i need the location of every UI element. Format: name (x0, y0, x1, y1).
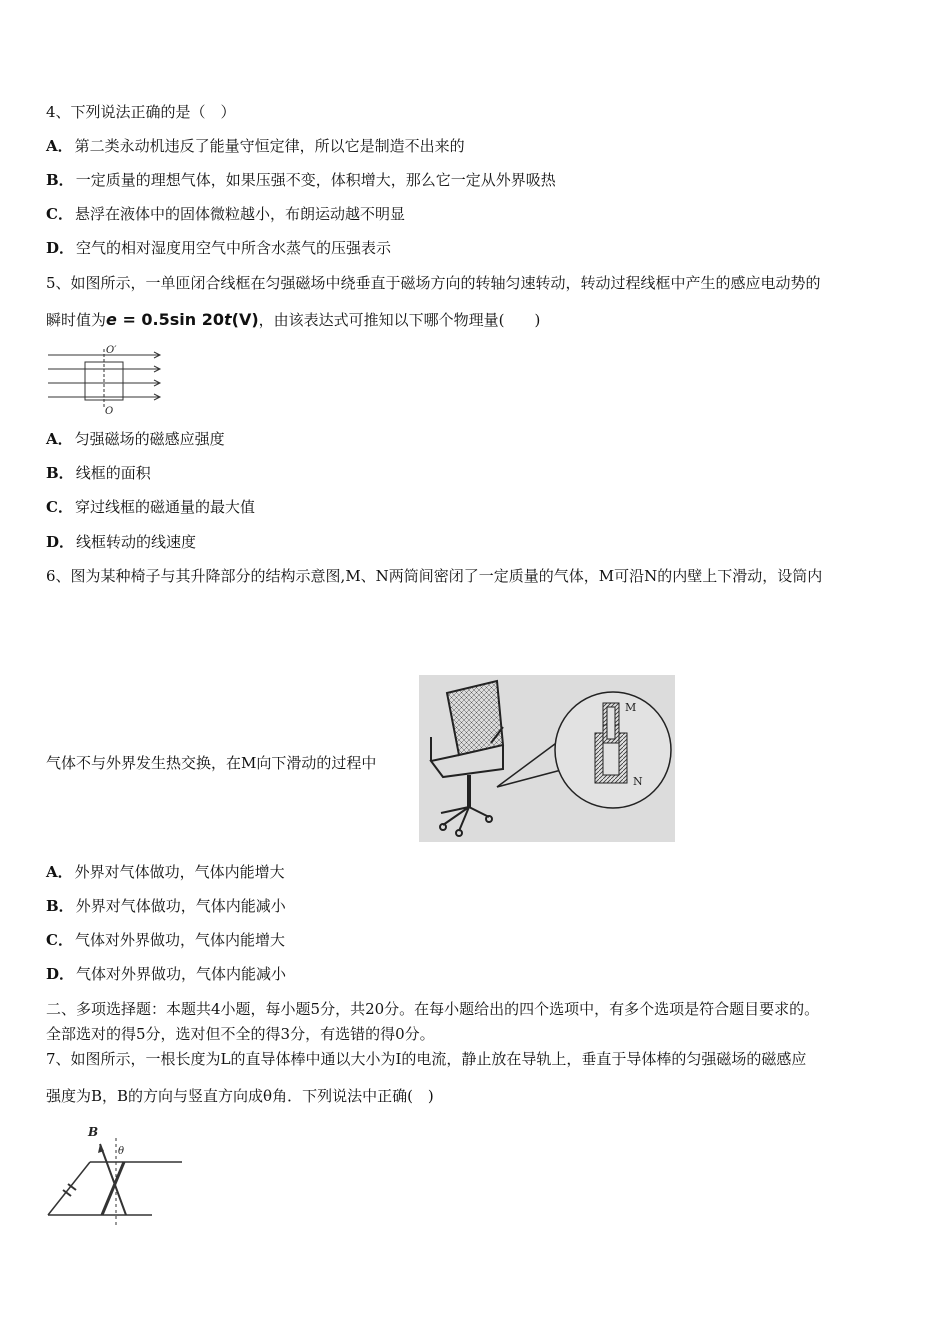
q6-option-b (46, 896, 286, 916)
rail-rod-figure (46, 1120, 186, 1232)
conductor-rod (102, 1162, 124, 1215)
q4-option-c (46, 204, 405, 224)
axis-label-bottom: O (105, 406, 114, 415)
q6-stem-line1: 6、图为某种椅子与其升降部分的结构示意图,M、N两筒间密闭了一定质量的气体，M可沿N的内壁上下滑动，设筒内 (46, 567, 823, 585)
q5-stem-pre: 瞬时值为 (46, 311, 107, 329)
section2-line1: 二、多项选择题：本题共4小题，每小题5分，共20分。在每小题给出的四个选项中，有多个选项是符合题目要求的。 (46, 1000, 820, 1018)
label-m: M (625, 701, 637, 714)
formula-e: e (106, 310, 117, 329)
option-text: 空气的相对湿度用空气中所含水蒸气的压强表示 (76, 239, 392, 257)
label-theta: θ (118, 1146, 125, 1157)
option-key: B． (46, 897, 74, 915)
formula-t: t (224, 310, 232, 329)
option-key: A． (46, 430, 73, 448)
coil-in-field-figure (46, 343, 164, 415)
option-text: 气体对外界做功，气体内能增大 (74, 931, 285, 949)
option-text: 第二类永动机违反了能量守恒定律，所以它是制造不出来的 (74, 137, 465, 155)
option-key: A． (46, 863, 73, 881)
option-key: A． (46, 137, 73, 155)
q7-stem-line2: 强度为B，B的方向与竖直方向成θ角．下列说法中正确( ) (46, 1087, 434, 1105)
chair-lift-figure (419, 675, 675, 842)
q5-stem-post: ，由该表达式可推知以下哪个物理量( ) (258, 311, 541, 329)
formula-unit: (V) (231, 310, 259, 329)
option-key: C． (46, 498, 73, 516)
q4-stem: 4、下列说法正确的是（ ） (46, 103, 236, 121)
option-key: D． (46, 965, 75, 983)
emf-formula (106, 310, 259, 329)
label-b: B (88, 1125, 99, 1139)
q6-stem-line2: 气体不与外界发生热交换，在M向下滑动的过程中 (46, 754, 377, 772)
q4-option-b (46, 170, 556, 190)
q4-option-a (46, 136, 465, 156)
option-text: 外界对气体做功，气体内能减小 (75, 897, 286, 915)
option-key: C． (46, 205, 73, 223)
cylinder-m-bore (607, 707, 615, 739)
q5-stem-line1: 5、如图所示，一单匝闭合线框在匀强磁场中绕垂直于磁场方向的转轴匀速转动，转动过程线框中产生的感应电动势的 (46, 274, 821, 292)
q4-option-d (46, 238, 391, 258)
option-key: D． (46, 533, 75, 551)
option-text: 线框转动的线速度 (76, 533, 197, 551)
q5-option-c (46, 497, 255, 517)
option-text: 外界对气体做功，气体内能增大 (74, 863, 285, 881)
axis-label-top: O′ (106, 345, 117, 356)
option-key: B． (46, 171, 74, 189)
label-n: N (633, 775, 643, 788)
option-key: B． (46, 464, 74, 482)
q6-option-d (46, 964, 286, 984)
option-text: 线框的面积 (75, 464, 151, 482)
formula-eq: = 0.5sin 20 (116, 310, 224, 329)
q7-stem-line1: 7、如图所示，一根长度为L的直导体棒中通以大小为I的电流，静止放在导轨上，垂直于导体棒的匀强磁场的磁感应 (46, 1050, 807, 1068)
section2-line2: 全部选对的得5分，选对但不全的得3分，有选错的得0分。 (46, 1025, 435, 1043)
q5-stem-line2 (46, 310, 540, 330)
option-text: 穿过线框的磁通量的最大值 (74, 498, 255, 516)
q6-option-c (46, 930, 285, 950)
option-text: 气体对外界做功，气体内能减小 (76, 965, 287, 983)
q6-option-a (46, 862, 285, 882)
q5-option-b (46, 463, 151, 483)
end-connector (48, 1162, 90, 1215)
option-key: C． (46, 931, 73, 949)
option-text: 一定质量的理想气体，如果压强不变，体积增大，那么它一定从外界吸热 (75, 171, 556, 189)
q5-option-d (46, 532, 196, 552)
option-text: 匀强磁场的磁感应强度 (74, 430, 225, 448)
option-text: 悬浮在液体中的固体微粒越小，布朗运动越不明显 (74, 205, 405, 223)
option-key: D． (46, 239, 75, 257)
q5-option-a (46, 429, 225, 449)
